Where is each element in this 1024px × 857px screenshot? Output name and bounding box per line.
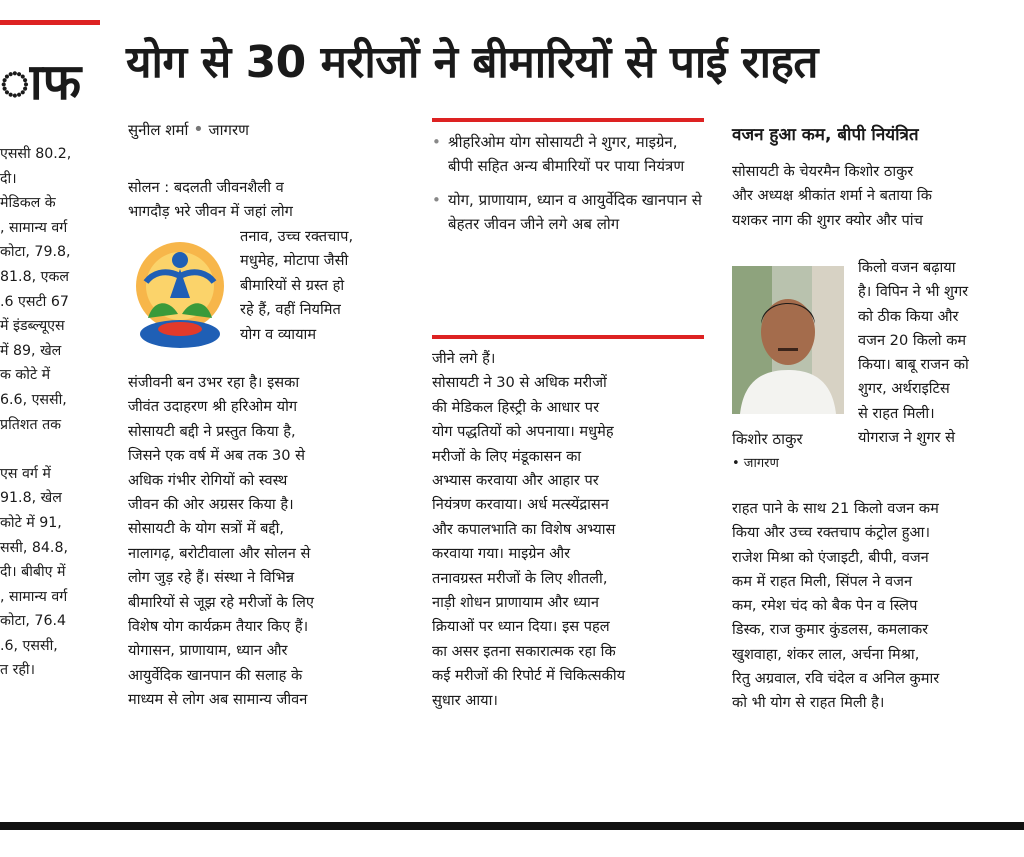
byline-author: सुनील शर्मा	[128, 121, 189, 139]
prev-article-line: प्रतिशत तक	[0, 416, 62, 433]
article-text-line: जीवन की ओर अग्रसर किया है।	[128, 496, 294, 514]
prev-article-line: 91.8, खेल	[0, 490, 62, 507]
article-text-line: सोसायटी बद्दी ने प्रस्तुत किया है,	[128, 422, 296, 440]
prev-article-line: कोटे में 91,	[0, 514, 62, 531]
highlight-text: योग, प्राणायाम, ध्यान व आयुर्वेदिक खानपान से बेहतर जीवन जीने लगे अब लोग	[448, 191, 702, 233]
side-story-line: राहत पाने के साथ 21 किलो वजन कम	[732, 500, 939, 517]
article-text-line: संजीवनी बन उभर रहा है। इसका	[128, 374, 300, 391]
prev-article-line: ससी, 84.8,	[0, 539, 68, 556]
article-column-1-rest	[128, 371, 408, 713]
side-story-top	[732, 160, 1002, 233]
article-text-line: नाड़ी शोधन प्राणायाम और ध्यान	[432, 594, 599, 612]
highlights-bottom-rule	[432, 335, 704, 339]
article-column-1-wrap	[240, 225, 408, 347]
article-text-line: नालागढ़, बरोटीवाला और सोलन से	[128, 544, 311, 562]
article-text-line: लोग जुड़ रहे हैं। संस्था ने विभिन्न	[128, 569, 295, 587]
side-story-line: से राहत मिली।	[858, 404, 935, 422]
prev-article-line: में 89, खेल	[0, 342, 62, 359]
article-text-line: तनाव, उच्च रक्तचाप,	[240, 228, 354, 245]
prev-article-line: त रही।	[0, 662, 35, 679]
article-text-line: और कपालभाति का विशेष अभ्यास	[432, 520, 616, 538]
side-story-line: किया। बाबू राजन को	[858, 356, 969, 374]
byline-source: जागरण	[208, 121, 249, 139]
prev-article-line: कोटा, 79.8,	[0, 244, 71, 261]
article-text-line: मधुमेह, मोटापा जैसी	[240, 252, 349, 270]
article-text-line: योग पद्धतियों को अपनाया। मधुमेह	[432, 423, 614, 441]
article-column-2	[432, 347, 707, 713]
article-text-line: तनावग्रस्त मरीजों के लिए शीतली,	[432, 569, 608, 587]
prev-article-line: , सामान्य वर्ग	[0, 219, 68, 236]
article-text-line: भागदौड़ भरे जीवन में जहां लोग	[128, 203, 293, 221]
side-story-line: खुशवाहा, शंकर लाल, अर्चना मिश्रा,	[732, 645, 920, 663]
bullet-icon: •	[432, 191, 441, 209]
prev-article-heading-fragment: ाफ	[0, 53, 82, 111]
article-text-line: विशेष योग कार्यक्रम तैयार किए हैं।	[128, 618, 309, 636]
side-story-line: को ठीक किया और	[858, 307, 959, 325]
highlights-box	[432, 130, 704, 246]
headline: योग से 30 मरीजों ने बीमारियों से पाई राहत	[126, 37, 818, 88]
prev-article-red-rule	[0, 20, 100, 25]
side-story-line: कम, रमेश चंद को बैक पेन व स्लिप	[732, 597, 918, 615]
article-text-line: नियंत्रण करवाया। अर्ध मत्स्येंद्रासन	[432, 496, 609, 514]
article-text-line: बीमारियों से जूझ रहे मरीजों के लिए	[128, 593, 314, 611]
article-text-line: सुधार आया।	[432, 691, 498, 709]
article-text-line: बीमारियों से ग्रस्त हो	[240, 276, 345, 294]
article-text-line: कई मरीजों की रिपोर्ट में चिकित्सकीय	[432, 667, 626, 685]
prev-article-line: मेडिकल के	[0, 195, 56, 212]
side-story-line: किया और उच्च रक्तचाप कंट्रोल हुआ।	[732, 524, 930, 542]
byline	[128, 118, 249, 142]
prev-article-line: एससी 80.2,	[0, 146, 72, 162]
bullet-icon: •	[432, 133, 441, 151]
byline-dot: •	[193, 119, 204, 140]
photo-caption-credit: • जागरण	[732, 456, 779, 471]
side-story-line: और अध्यक्ष श्रीकांत शर्मा ने बताया कि	[732, 187, 932, 205]
prev-article-line: 81.8, एकल	[0, 268, 69, 285]
prev-article-line: में इंडब्ल्यूएस	[0, 318, 65, 335]
side-story-line: शुगर, अर्थराइटिस	[858, 380, 950, 398]
side-story-line: है। विपिन ने भी शुगर	[858, 283, 969, 301]
prev-article-line: , सामान्य वर्ग	[0, 588, 68, 605]
article-text-line: अभ्यास करवाया और आहार पर	[432, 472, 599, 490]
yoga-day-logo	[130, 238, 230, 368]
article-text-line: सोलन : बदलती जीवनशैली व	[128, 179, 284, 196]
article-text-line: मरीजों के लिए मंडूकासन का	[432, 447, 582, 465]
article-text-line: जिसने एक वर्ष में अब तक 30 से	[128, 447, 306, 465]
article-text-line: जीने लगे हैं।	[432, 350, 496, 367]
highlight-item	[432, 188, 704, 236]
side-story-line: कम में राहत मिली, सिंपल ने वजन	[732, 572, 913, 590]
side-story-line: यशकर नाग की शुगर क्योर और पांच	[732, 211, 923, 229]
highlight-text: श्रीहरिओम योग सोसायटी ने शुगर, माइग्रेन, बीपी सहित अन्य बीमारियों पर पाया नियंत्रण	[448, 133, 685, 175]
prev-article-line	[0, 437, 108, 462]
highlights-top-rule	[432, 118, 704, 122]
article-text-line: का असर इतना सकारात्मक रहा कि	[432, 642, 616, 660]
highlight-item	[432, 130, 704, 178]
article-text-line: अधिक गंभीर रोगियों को स्वस्थ	[128, 471, 288, 489]
prev-article-line: दी।	[0, 170, 17, 187]
side-story-line: योगराज ने शुगर से	[858, 429, 956, 447]
prev-article-line: .6, एससी,	[0, 637, 58, 654]
article-text-line: क्रियाओं पर ध्यान दिया। इस पहल	[432, 618, 610, 636]
side-story-line: रितु अग्रवाल, रवि चंदेल व अनिल कुमार	[732, 670, 940, 688]
side-story-line: डिस्क, राज कुमार कुंडलस, कमलाकर	[732, 621, 929, 639]
prev-article-line: एस वर्ग में	[0, 465, 51, 482]
person-photo	[732, 266, 844, 414]
side-story-line: वजन 20 किलो कम	[858, 331, 967, 349]
prev-article-line: क कोटे में	[0, 367, 51, 384]
article-text-line: सोसायटी के योग सत्रों में बद्दी,	[128, 520, 284, 538]
photo-caption-name: किशोर ठाकुर	[732, 430, 803, 448]
side-story-line: किलो वजन बढ़ाया	[858, 259, 956, 276]
article-text-line: माध्यम से लोग अब सामान्य जीवन	[128, 691, 308, 709]
yoga-logo-icon	[130, 238, 230, 368]
prev-article-line: 6.6, एससी,	[0, 391, 67, 408]
side-story-line: सोसायटी के चेयरमैन किशोर ठाकुर	[732, 163, 914, 180]
article-text-line: आयुर्वेदिक खानपान की सलाह के	[128, 666, 303, 684]
prev-article-line: कोटा, 76.4	[0, 613, 67, 630]
article-text-line: सोसायटी ने 30 से अधिक मरीजों	[432, 374, 607, 392]
side-story-line: को भी योग से राहत मिली है।	[732, 694, 885, 712]
article-text-line: रहे हैं, वहीं नियमित	[240, 301, 341, 319]
side-story-line: राजेश मिश्रा को एंजाइटी, बीपी, वजन	[732, 548, 929, 566]
prev-article-column	[0, 142, 108, 683]
article-text-line: जीवंत उदाहरण श्री हरिओम योग	[128, 398, 298, 416]
side-story-title: वजन हुआ कम, बीपी नियंत्रित	[732, 125, 919, 145]
article-text-line: करवाया गया। माइग्रेन और	[432, 545, 571, 563]
side-story-rest	[732, 497, 1010, 716]
person-portrait-icon	[732, 266, 844, 414]
prev-article-line: दी। बीबीए में	[0, 564, 66, 581]
side-story-wrap	[858, 256, 1006, 450]
article-text-line: की मेडिकल हिस्ट्री के आधार पर	[432, 398, 600, 416]
article-column-1-top	[128, 176, 408, 225]
article-text-line: योग व व्यायाम	[240, 325, 317, 343]
page-bottom-border	[0, 822, 1024, 830]
prev-article-line: .6 एसटी 67	[0, 293, 69, 310]
article-text-line: योगासन, प्राणायाम, ध्यान और	[128, 642, 288, 660]
